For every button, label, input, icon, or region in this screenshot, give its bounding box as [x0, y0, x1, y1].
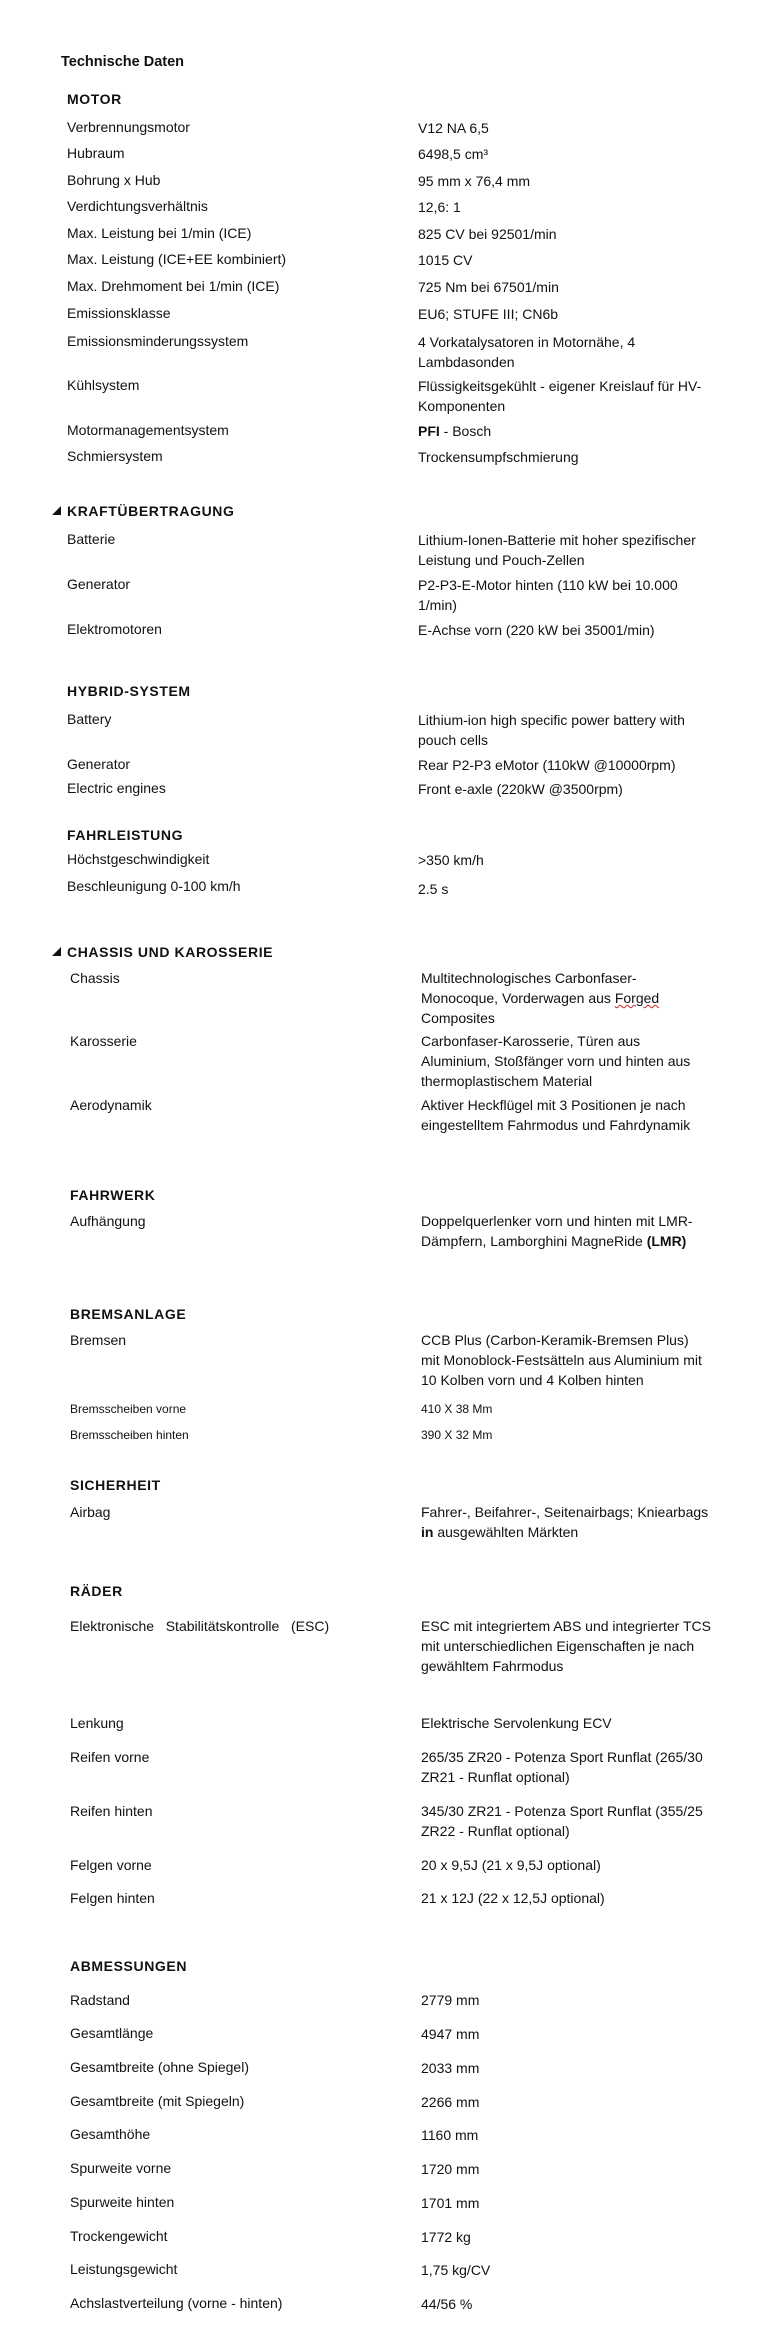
spec-value: Elektrische Servolenkung ECV — [421, 1715, 612, 1731]
spec-label: Felgen hinten — [70, 1890, 155, 1906]
spec-value: Doppelquerlenker vorn und hinten mit LMR-Dämpfern, Lamborghini MagneRide (LMR) — [421, 1213, 693, 1249]
section-heading-motor: MOTOR — [67, 91, 122, 107]
spec-label: Reifen hinten — [70, 1803, 153, 1819]
spec-value: 1720 mm — [421, 2161, 480, 2177]
spec-value: Trockensumpfschmierung — [418, 449, 579, 465]
spec-label: Max. Leistung bei 1/min (ICE) — [67, 225, 252, 241]
spec-value: 1,75 kg/CV — [421, 2262, 491, 2278]
spec-label: Bremsen — [70, 1332, 127, 1348]
collapse-triangle-icon[interactable] — [52, 506, 61, 515]
spec-label: Batterie — [67, 531, 116, 547]
spec-value: V12 NA 6,5 — [418, 120, 489, 136]
spec-value: 2266 mm — [421, 2094, 480, 2110]
spec-value: Fahrer-, Beifahrer-, Seitenairbags; Kniearbags in ausgewählten Märkten — [421, 1504, 709, 1540]
spec-value: 2779 mm — [421, 1992, 480, 2008]
spec-value: 345/30 ZR21 - Potenza Sport Runflat (355/25 ZR22 - Runflat optional) — [421, 1803, 703, 1839]
spec-value: 725 Nm bei 67501/min — [418, 279, 559, 295]
spec-label: Battery — [67, 711, 112, 727]
spellcheck-word: Forged — [614, 990, 660, 1006]
spec-label: Gesamtbreite (mit Spiegeln) — [70, 2093, 245, 2109]
section-heading-bremsanlage: BREMSANLAGE — [70, 1306, 187, 1322]
spec-label: Elektronische Stabilitätskontrolle (ESC) — [70, 1618, 330, 1634]
spec-label: Max. Leistung (ICE+EE kombiniert) — [67, 251, 287, 267]
spec-value: 2033 mm — [421, 2060, 480, 2076]
collapse-triangle-icon[interactable] — [52, 947, 61, 956]
spec-label: Elektromotoren — [67, 621, 162, 637]
spec-value: E-Achse vorn (220 kW bei 35001/min) — [418, 622, 655, 638]
spec-value: 95 mm x 76,4 mm — [418, 173, 531, 189]
spec-label: Schmiersystem — [67, 448, 163, 464]
spec-label: Aufhängung — [70, 1213, 146, 1229]
spec-label: Emissionsminderungssystem — [67, 333, 249, 349]
spec-value: Front e-axle (220kW @3500rpm) — [418, 781, 623, 797]
spec-label: Motormanagementsystem — [67, 422, 229, 438]
spec-value: 21 x 12J (22 x 12,5J optional) — [421, 1890, 605, 1906]
spec-label: Electric engines — [67, 780, 166, 796]
spec-value: Multitechnologisches Carbonfaser-Monocoque, Vorderwagen aus Forged Composites — [421, 970, 660, 1026]
spec-value: EU6; STUFE III; CN6b — [418, 306, 559, 322]
spec-label: Karosserie — [70, 1033, 137, 1049]
spec-value: P2-P3-E-Motor hinten (110 kW bei 10.000 1/min) — [418, 577, 678, 613]
spec-value: 4947 mm — [421, 2026, 480, 2042]
document-title: Technische Daten — [61, 54, 185, 70]
spec-label: Generator — [67, 576, 131, 592]
spec-value: 825 CV bei 92501/min — [418, 226, 557, 242]
spec-label: Beschleunigung 0-100 km/h — [67, 878, 241, 894]
spec-value: 1015 CV — [418, 252, 473, 268]
spec-label: Höchstgeschwindigkeit — [67, 851, 210, 867]
spec-label: Trockengewicht — [70, 2228, 168, 2244]
spec-value: Lithium-Ionen-Batterie mit hoher spezifischer Leistung und Pouch-Zellen — [418, 532, 696, 568]
spec-label: Spurweite hinten — [70, 2194, 175, 2210]
spec-label: Hubraum — [67, 145, 125, 161]
spec-label: Felgen vorne — [70, 1857, 152, 1873]
spec-value: Lithium-ion high specific power battery with pouch cells — [418, 712, 685, 748]
spec-value: 12,6: 1 — [418, 199, 461, 215]
spec-value: 44/56 % — [421, 2296, 473, 2312]
section-heading-hybrid-system: HYBRID-SYSTEM — [67, 683, 191, 699]
spec-label: Lenkung — [70, 1715, 124, 1731]
spec-label: Achslastverteilung (vorne - hinten) — [70, 2295, 283, 2311]
spec-value-rest: - Bosch — [439, 423, 492, 439]
spec-label: Reifen vorne — [70, 1749, 150, 1765]
spec-label: Aerodynamik — [70, 1097, 152, 1113]
section-heading-raeder: RÄDER — [70, 1583, 123, 1599]
section-heading-chassis[interactable]: CHASSIS UND KAROSSERIE — [52, 944, 273, 960]
spec-value: 1772 kg — [421, 2229, 471, 2245]
spec-value: 2.5 s — [418, 881, 449, 897]
spec-label: Gesamtlänge — [70, 2025, 154, 2041]
spec-label: Generator — [67, 756, 131, 772]
spec-label: Bremsscheiben vorne — [70, 1402, 187, 1416]
section-heading-kraftuebertragung[interactable]: KRAFTÜBERTRAGUNG — [52, 503, 234, 519]
spec-value: 265/35 ZR20 - Potenza Sport Runflat (265/30 ZR21 - Runflat optional) — [421, 1749, 703, 1785]
spec-value: Rear P2-P3 eMotor (110kW @10000rpm) — [418, 757, 676, 773]
section-heading-fahrwerk: FAHRWERK — [70, 1187, 156, 1203]
spec-label: Gesamthöhe — [70, 2126, 151, 2142]
section-heading-fahrleistung: FAHRLEISTUNG — [67, 827, 184, 843]
spec-value: 1160 mm — [421, 2127, 479, 2143]
spec-value: 6498,5 cm³ — [418, 146, 489, 162]
spec-label: Kühlsystem — [67, 377, 140, 393]
spec-label: Verdichtungsverhältnis — [67, 198, 208, 214]
spec-value: Carbonfaser-Karosserie, Türen aus Aluminium, Stoßfänger vorn und hinten aus thermoplastischem Material — [421, 1033, 691, 1089]
spec-value: CCB Plus (Carbon-Keramik-Bremsen Plus) mit Monoblock-Festsätteln aus Aluminium mit 10 Kolben vorn und 4 Kolben hinten — [421, 1332, 702, 1388]
spec-value: Flüssigkeitsgekühlt - eigener Kreislauf für HV-Komponenten — [418, 378, 702, 414]
section-heading-sicherheit: SICHERHEIT — [70, 1477, 161, 1493]
spec-value: Aktiver Heckflügel mit 3 Positionen je nach eingestelltem Fahrmodus und Fahrdynamik — [421, 1097, 691, 1133]
spec-label: Radstand — [70, 1992, 130, 2008]
section-heading-abmessungen: ABMESSUNGEN — [70, 1958, 188, 1974]
spec-label: Airbag — [70, 1504, 111, 1520]
spec-value — [418, 421, 708, 441]
spec-value: ESC mit integriertem ABS und integrierter TCS mit unterschiedlichen Eigenschaften je nach gewähltem Fahrmodus — [421, 1618, 711, 1674]
spec-value: 20 x 9,5J (21 x 9,5J optional) — [421, 1857, 601, 1873]
spec-value-bold: PFI — [418, 423, 440, 439]
spec-value: >350 km/h — [418, 852, 484, 868]
spec-value: 4 Vorkatalysatoren in Motornähe, 4 Lambdasonden — [418, 334, 636, 370]
spec-label: Verbrennungsmotor — [67, 119, 190, 135]
spec-value: 390 X 32 Mm — [421, 1428, 493, 1442]
spec-label: Spurweite vorne — [70, 2160, 172, 2176]
spec-label: Leistungsgewicht — [70, 2261, 178, 2277]
spec-label: Chassis — [70, 970, 120, 986]
spec-label: Bohrung x Hub — [67, 172, 161, 188]
spec-label: Gesamtbreite (ohne Spiegel) — [70, 2059, 249, 2075]
spec-label: Max. Drehmoment bei 1/min (ICE) — [67, 278, 280, 294]
spec-label: Bremsscheiben hinten — [70, 1428, 189, 1442]
spec-value: 1701 mm — [421, 2195, 480, 2211]
spec-value: 410 X 38 Mm — [421, 1402, 493, 1416]
spec-label: Emissionsklasse — [67, 305, 171, 321]
